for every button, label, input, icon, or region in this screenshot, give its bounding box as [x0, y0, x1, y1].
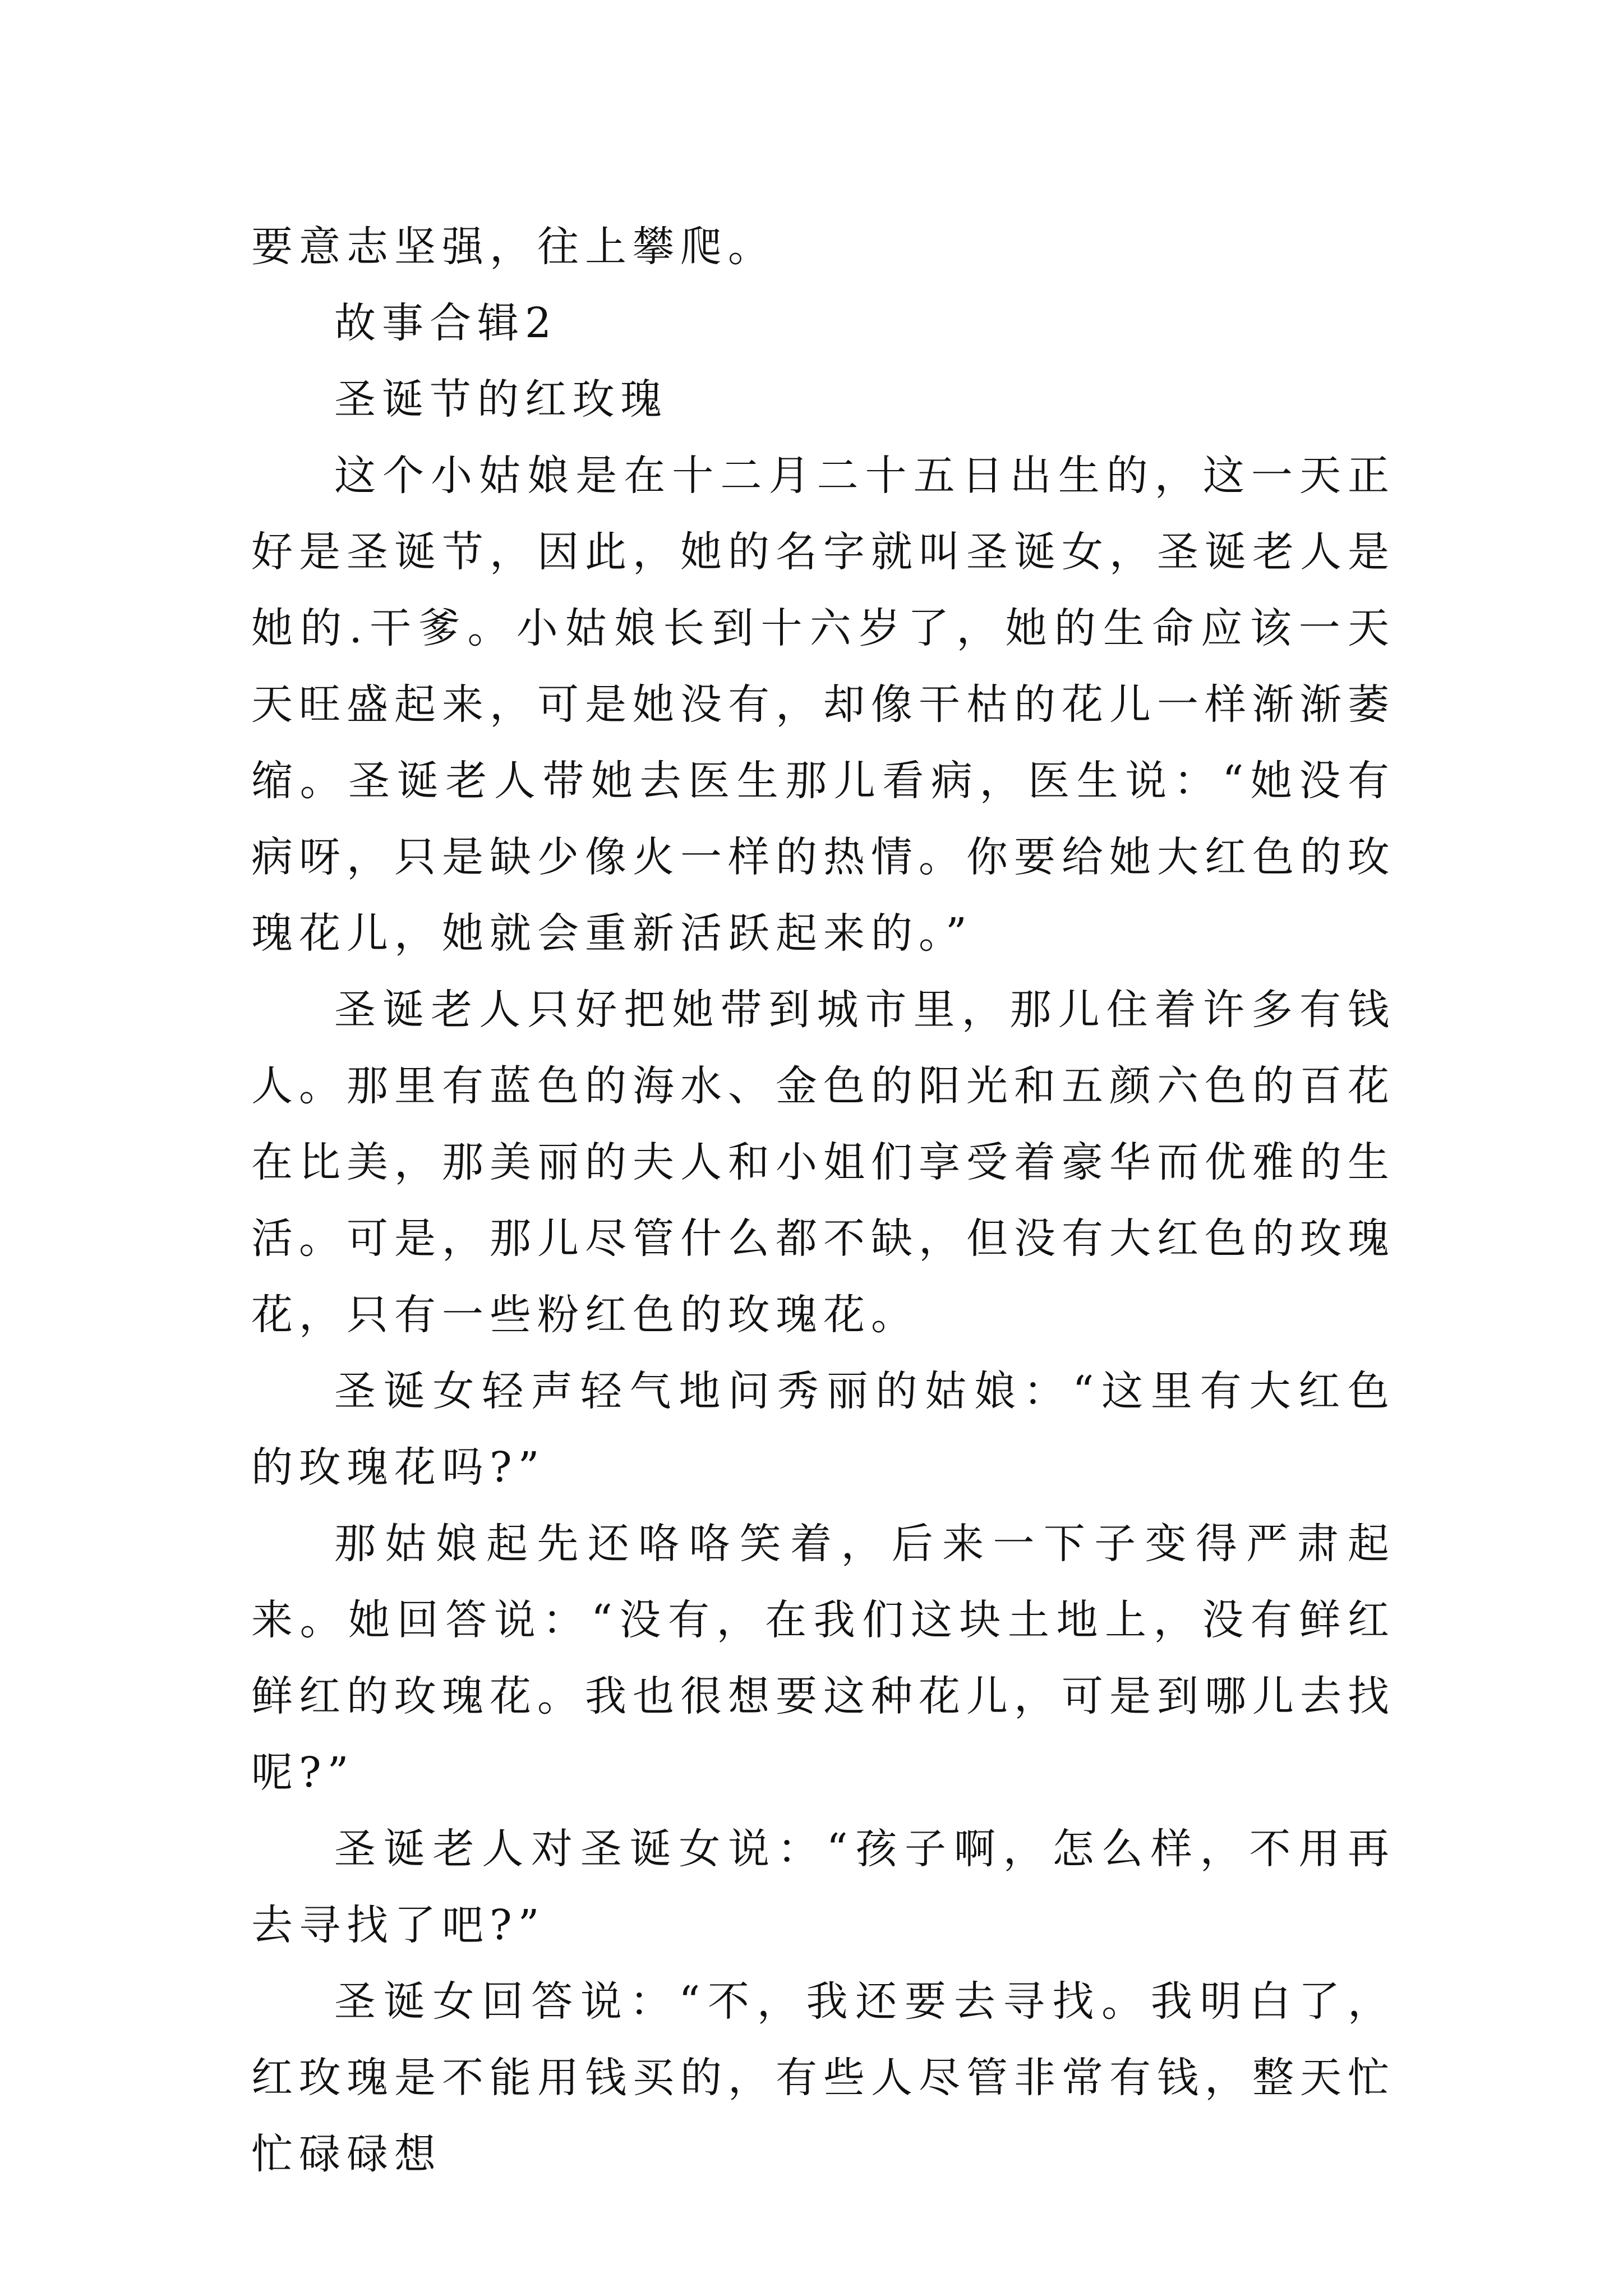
- paragraph: 那姑娘起先还咯咯笑着，后来一下子变得严肃起来。她回答说：“没有，在我们这块土地上，没有鲜红鲜红的玫瑰花。我也很想要这种花儿，可是到哪儿去找呢?”: [251, 1520, 1395, 1797]
- paragraph: 圣诞女回答说：“不，我还要去寻找。我明白了，红玫瑰是不能用钱买的，有些人尽管非常有钱，整天忙忙碌碌想: [251, 1977, 1395, 2178]
- paragraph: 这个小姑娘是在十二月二十五日出生的，这一天正好是圣诞节，因此，她的名字就叫圣诞女，圣诞老人是她的.干爹。小姑娘长到十六岁了，她的生命应该一天天旺盛起来，可是她没有，却像干枯的花儿一样渐渐萎缩。圣诞老人带她去医生那儿看病，医生说：“她没有病呀，只是缺少像火一样的热情。你要给她大红色的玫瑰花儿，她就会重新活跃起来的。”: [251, 452, 1395, 958]
- collection-heading: 故事合辑2: [334, 299, 558, 347]
- paragraph-continuation: 要意志坚强，往上攀爬。: [251, 223, 776, 271]
- story-title: 圣诞节的红玫瑰: [334, 375, 668, 424]
- paragraph: 圣诞老人只好把她带到城市里，那儿住着许多有钱人。那里有蓝色的海水、金色的阳光和五颜六色的百花在比美，那美丽的夫人和小姐们享受着豪华而优雅的生活。可是，那儿尽管什么都不缺，但没有大红色的玫瑰花，只有一些粉红色的玫瑰花。: [251, 986, 1395, 1339]
- paragraph: 圣诞女轻声轻气地问秀丽的姑娘：“这里有大红色的玫瑰花吗?”: [251, 1367, 1395, 1492]
- story-text: [251, 209, 1395, 2192]
- paragraph: 圣诞老人对圣诞女说：“孩子啊，怎么样，不用再去寻找了吧?”: [251, 1825, 1395, 1949]
